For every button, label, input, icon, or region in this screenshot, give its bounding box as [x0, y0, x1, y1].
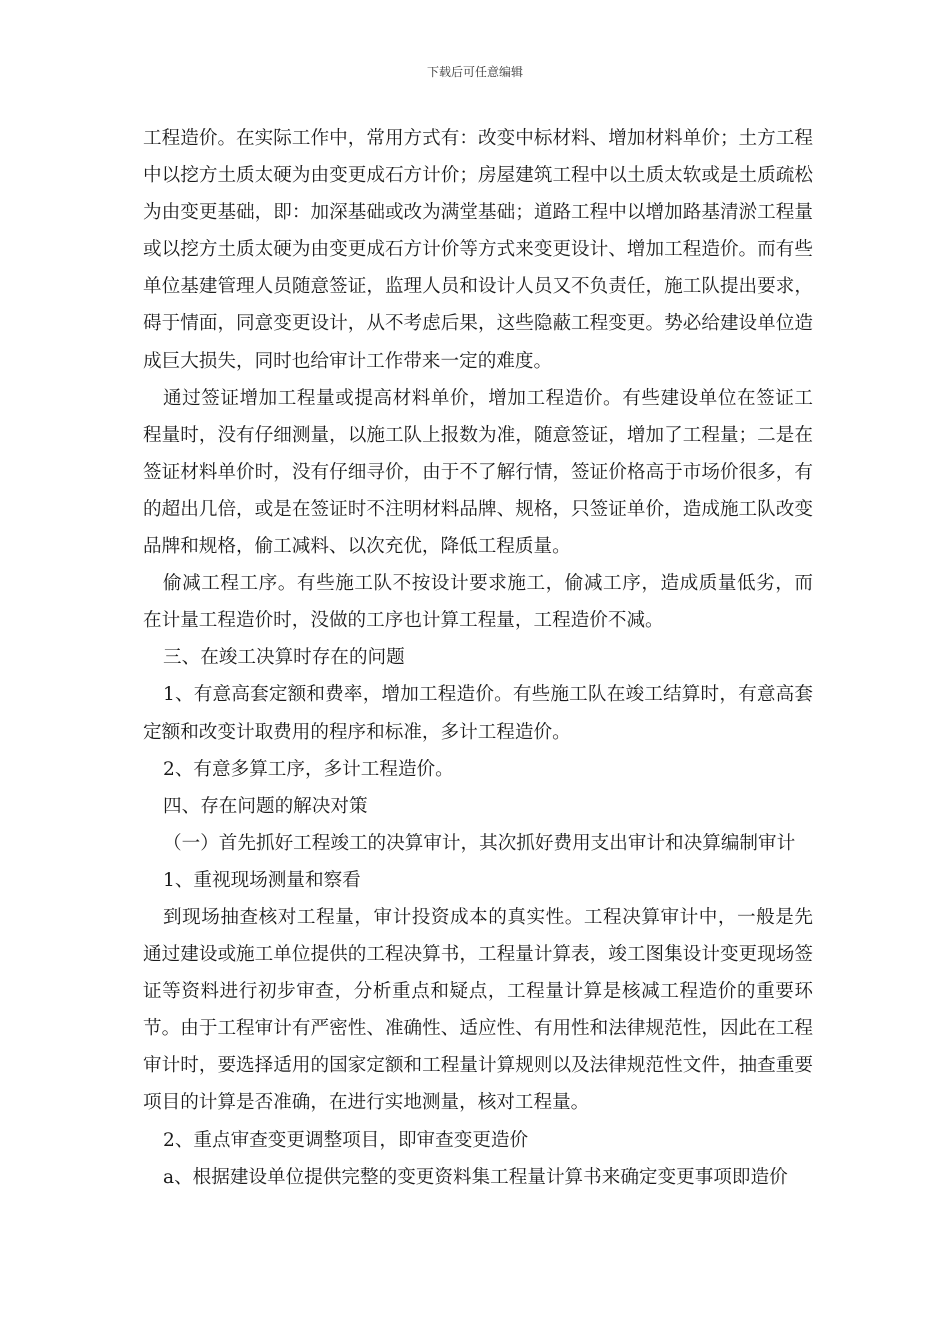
list-item-change-review: 2、重点审查变更调整项目，即审查变更造价	[163, 1129, 529, 1151]
list-item-site-survey: 1、重视现场测量和察看	[163, 869, 361, 891]
subsection-heading-1: （一）首先抓好工程竣工的决算审计，其次抓好费用支出审计和决算编制审计	[163, 832, 796, 854]
section-heading-4: 四、存在问题的解决对策	[163, 795, 368, 817]
page-header: 下载后可任意编辑	[426, 65, 523, 79]
paragraph-visa-increase: 通过签证增加工程量或提高材料单价，增加工程造价。有些建设单位在签证工程量时，没有仔细测量，以施工队上报数为准，随意签证，增加了工程量；二是在签证材料单价时，没有仔细寻价，由于不了解行情，签证价格高于市场价很多，有的超出几倍，或是在签证时不注明材料品牌、规格，只签证单价，造成施工队改变品牌和规格，偷工减料、以次充优，降低工程质量。	[143, 387, 813, 558]
section-heading-3: 三、在竣工决算时存在的问题	[163, 647, 405, 669]
list-item-1: 1、有意高套定额和费率，增加工程造价。有些施工队在竣工结算时，有意高套定额和改变计取费用的程序和标准，多计工程造价。	[143, 684, 813, 743]
paragraph-cost-change-methods: 工程造价。在实际工作中，常用方式有：改变中标材料、增加材料单价；土方工程中以挖方土质太硬为由变更成石方计价；房屋建筑工程中以土质太软或是土质疏松为由变更基础，即：加深基础或改为满堂基础；道路工程中以增加路基清淤工程量或以挖方土质太硬为由变更成石方计价等方式来变更设计、增加工程造价。而有些单位基建管理人员随意签证，监理人员和设计人员又不负责任，施工队提出要求，碍于情面，同意变更设计，从不考虑后果，这些隐蔽工程变更。势必给建设单位造成巨大损失，同时也给审计工作带来一定的难度。	[143, 128, 813, 372]
paragraph-omit-procedures: 偷减工程工序。有些施工队不按设计要求施工，偷减工序，造成质量低劣，而在计量工程造价时，没做的工序也计算工程量，工程造价不减。	[143, 573, 813, 632]
paragraph-site-check: 到现场抽查核对工程量，审计投资成本的真实性。工程决算审计中，一般是先通过建设或施工单位提供的工程决算书，工程量计算表，竣工图集设计变更现场签证等资料进行初步审查，分析重点和疑点，工程量计算是核减工程造价的重要环节。由于工程审计有严密性、准确性、适应性、有用性和法律规范性，因此在工程审计时，要选择适用的国家定额和工程量计算规则以及法律规范性文件，抽查重要项目的计算是否准确，在进行实地测量，核对工程量。	[143, 906, 813, 1114]
list-item-a: a、根据建设单位提供完整的变更资料集工程量计算书来确定变更事项即造价	[163, 1166, 788, 1188]
list-item-2: 2、有意多算工序，多计工程造价。	[163, 758, 454, 780]
document-body	[143, 120, 813, 1196]
